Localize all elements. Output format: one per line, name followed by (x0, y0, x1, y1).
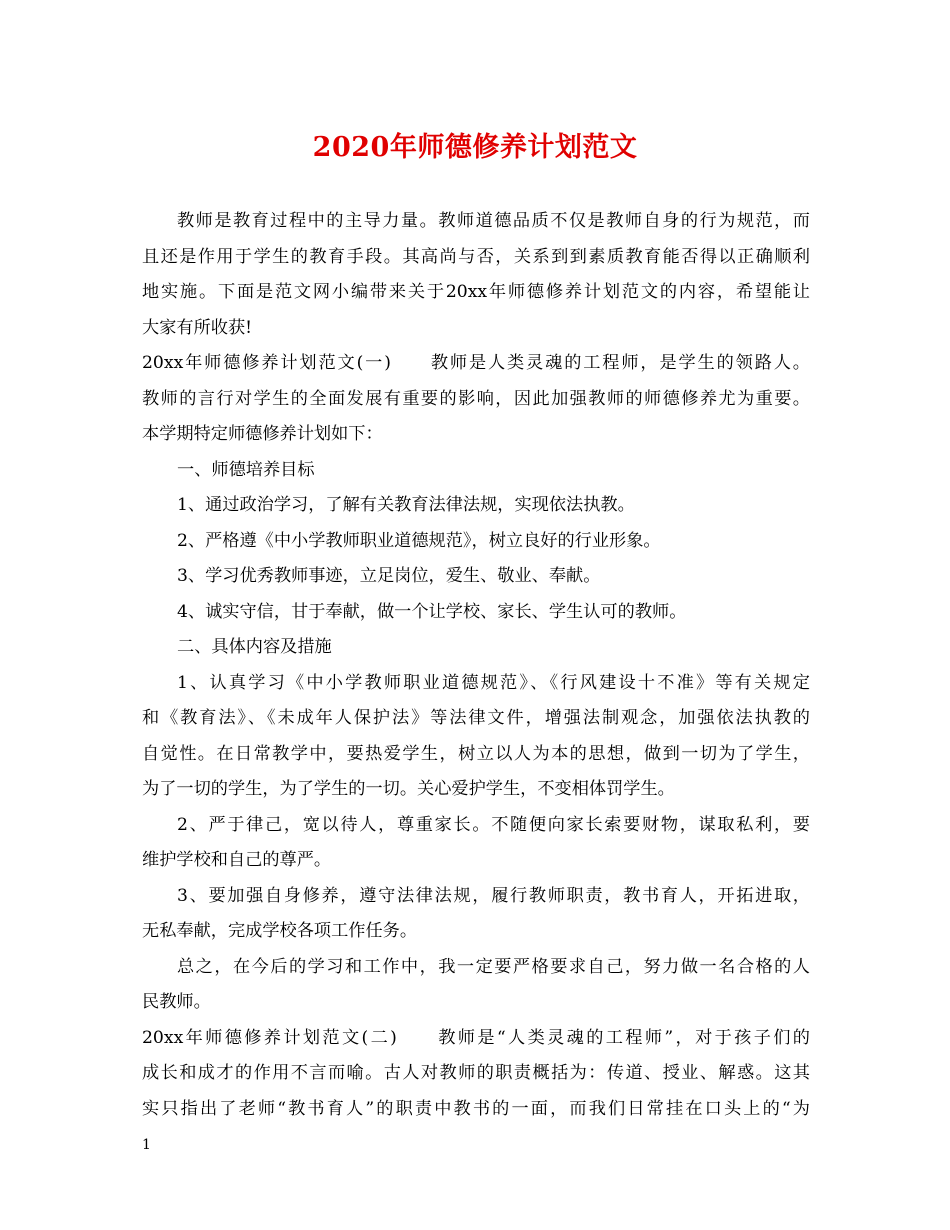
body-line: 和《教育法》、《未成年人保护法》等法律文件，增强法制观念，加强依法执教的 (142, 708, 810, 728)
body-line: 民教师。 (142, 992, 211, 1012)
body-line: 地实施。下面是范文网小编带来关于20xx年师德修养计划范文的内容，希望能让 (142, 282, 810, 302)
section-heading: 一、师德培养目标 (177, 459, 315, 480)
page-number: 1 (142, 1137, 151, 1153)
body-line: 且还是作用于学生的教育手段。其高尚与否，关系到到素质教育能否得以正确顺利 (142, 246, 810, 267)
body-line: 教师是教育过程中的主导力量。教师道德品质不仅是教师自身的行为规范，而 (177, 211, 810, 231)
list-item: 3、学习优秀教师事迹，立足岗位，爱生、敬业、奉献。 (177, 566, 601, 586)
body-line: 教师的言行对学生的全面发展有重要的影响，因此加强教师的师德修养尤为重要。 (142, 388, 810, 409)
body-line: 1、认真学习《中小学教师职业道德规范》、《行风建设十不准》等有关规定 (177, 672, 810, 693)
body-line: 总之，在今后的学习和工作中，我一定要严格要求自己，努力做一名合格的人 (177, 956, 810, 977)
document-title: 2020年师德修养计划范文 (312, 132, 638, 163)
list-item: 1、通过政治学习，了解有关教育法律法规，实现依法执教。 (177, 495, 635, 515)
body-line: 20xx年师德修养计划范文(二) 教师是“人类灵魂的工程师”，对于孩子们的 (142, 1027, 810, 1048)
body-line: 本学期特定师德修养计划如下： (142, 424, 383, 444)
body-line: 维护学校和自己的尊严。 (142, 850, 332, 870)
body-line: 实只指出了老师“教书育人”的职责中教书的一面，而我们日常挂在口头上的“为 (142, 1098, 810, 1119)
body-line: 成长和成才的作用不言而喻。古人对教师的职责概括为：传道、授业、解惑。这其 (142, 1063, 810, 1083)
body-line: 自觉性。在日常教学中，要热爱学生，树立以人为本的思想，做到一切为了学生， (142, 743, 810, 764)
document-body (142, 204, 810, 1127)
list-item: 4、诚实守信，甘于奉献，做一个让学校、家长、学生认可的教师。 (177, 601, 687, 622)
body-line: 为了一切的学生，为了学生的一切。关心爱护学生，不变相体罚学生。 (142, 779, 675, 799)
list-item: 2、严格遵《中小学教师职业道德规范》，树立良好的行业形象。 (177, 530, 661, 551)
body-line: 20xx年师德修养计划范文(一) 教师是人类灵魂的工程师，是学生的领路人。 (142, 353, 810, 373)
section-heading: 二、具体内容及措施 (177, 637, 332, 657)
body-line: 无私奉献，完成学校各项工作任务。 (142, 921, 418, 941)
body-line: 3、要加强自身修养，遵守法律法规，履行教师职责，教书育人，开拓进取， (177, 885, 810, 906)
body-line: 2、严于律己，宽以待人，尊重家长。不随便向家长索要财物，谋取私利，要 (177, 814, 810, 835)
body-line: 大家有所收获! (142, 317, 253, 338)
